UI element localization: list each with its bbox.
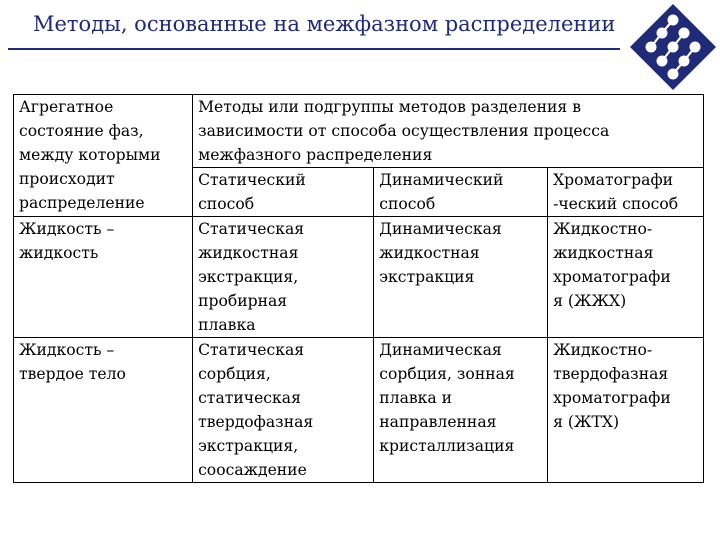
phase-cell: Жидкость – жидкость	[14, 217, 193, 338]
phase-cell: Жидкость – твердое тело	[14, 338, 193, 483]
dynamic-method-header: Динамический способ	[374, 168, 548, 217]
phase-state-header: Агрегатное состояние фаз, между которыми происходит распределение	[14, 95, 193, 217]
diamond-dots-logo-icon	[626, 0, 720, 94]
methods-table	[13, 94, 704, 483]
table-row	[14, 217, 704, 338]
dynamic-cell: Динамическая сорбция, зонная плавка и направленная кристаллизация	[374, 338, 548, 483]
table-row	[14, 338, 704, 483]
chromatographic-cell: Жидкостно- твердофазная хроматографи я (ЖТХ)	[548, 338, 704, 483]
chromatographic-cell: Жидкостно- жидкостная хроматографи я (ЖЖХ)	[548, 217, 704, 338]
methods-group-header: Методы или подгруппы методов разделения в зависимости от способа осуществления процесса межфазного распределения	[193, 95, 704, 168]
chromatographic-method-header: Хроматографи -ческий способ	[548, 168, 704, 217]
page-title: Методы, основанные на межфазном распределении	[33, 12, 616, 36]
static-cell: Статическая сорбция, статическая твердофазная экстракция, соосаждение	[193, 338, 374, 483]
dynamic-cell: Динамическая жидкостная экстракция	[374, 217, 548, 338]
static-method-header: Статический способ	[193, 168, 374, 217]
title-underline	[8, 48, 620, 50]
static-cell: Статическая жидкостная экстракция, пробирная плавка	[193, 217, 374, 338]
table-header-row	[14, 95, 704, 168]
